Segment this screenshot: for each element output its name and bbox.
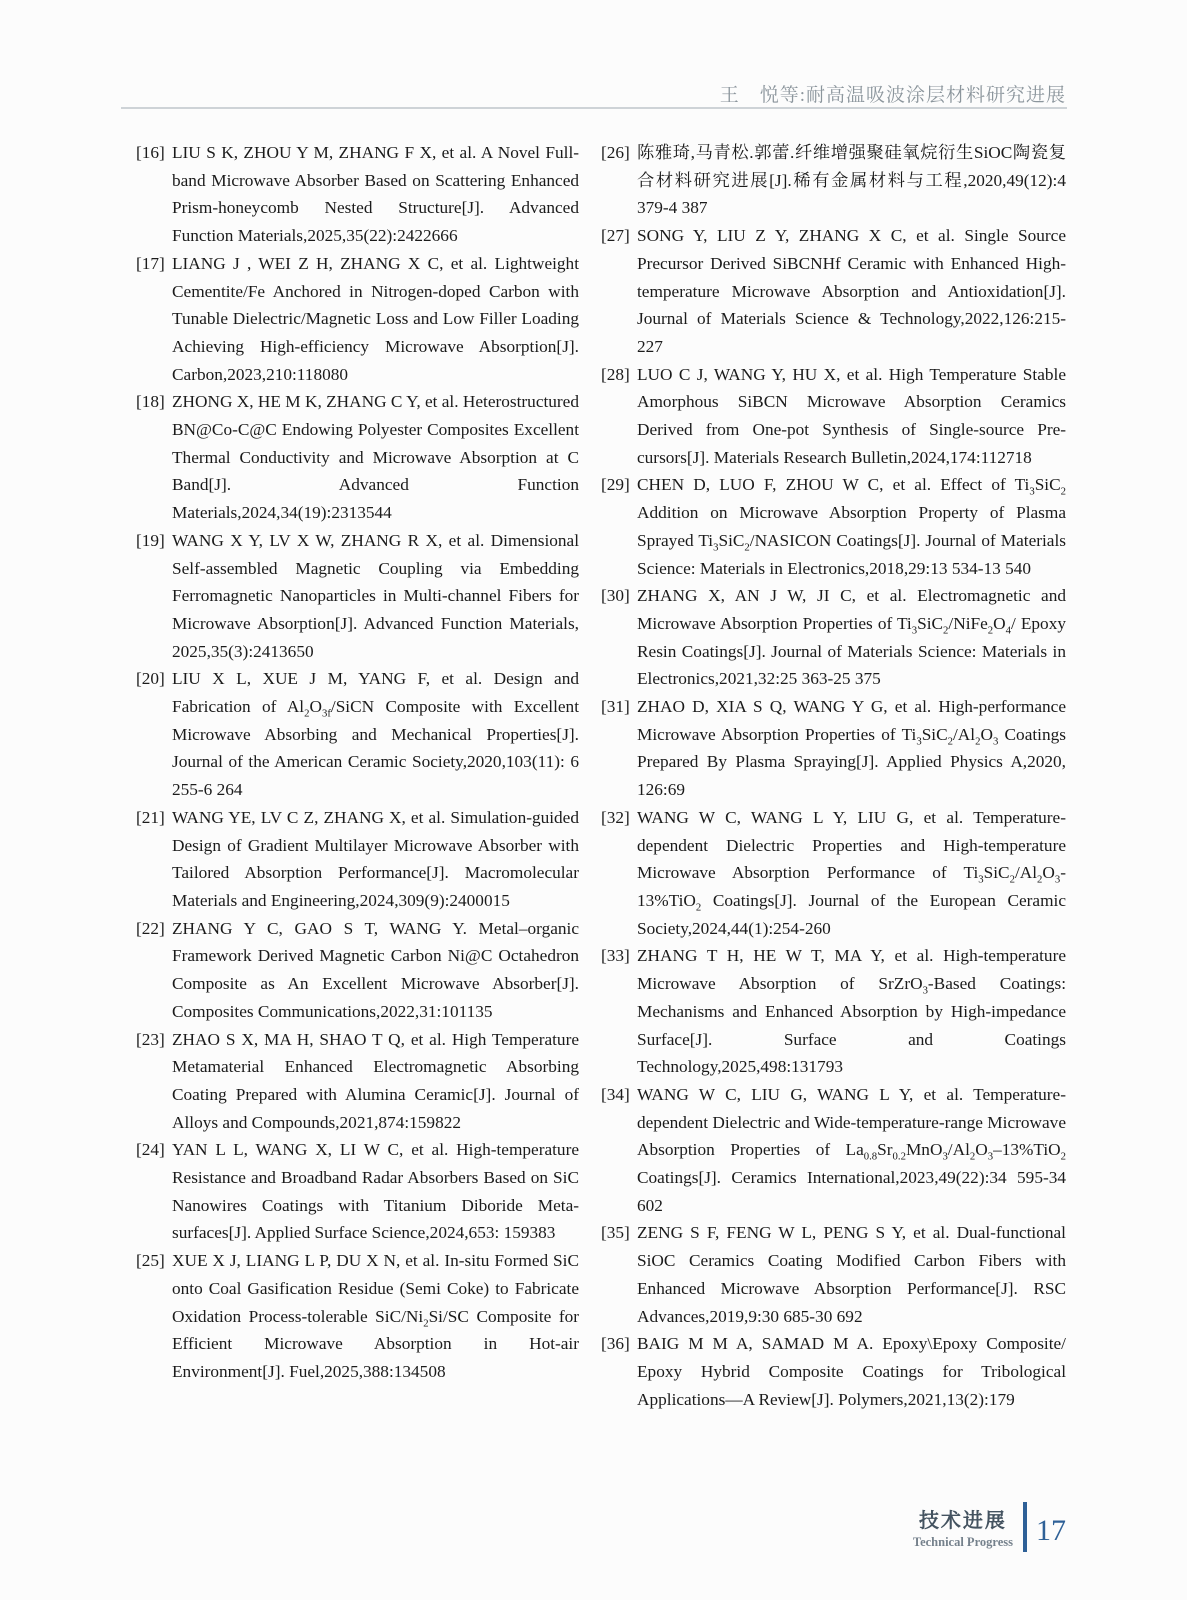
reference-label: [27] xyxy=(601,226,630,246)
reference-item xyxy=(601,1330,1066,1413)
reference-item xyxy=(136,388,579,527)
header-divider-rule xyxy=(121,107,1067,109)
references-section xyxy=(136,139,1066,1413)
reference-text: SONG Y, LIU Z Y, ZHANG X C, et al. Single Source Precursor Derived SiBCNHf Ceramic with Enhanced High-temperature Microwave Absorption and Antioxidation[J]. Journal of Materials Science & Technology,2022,126:215-227 xyxy=(637,226,1066,356)
reference-item xyxy=(136,915,579,1026)
reference-item xyxy=(601,804,1066,943)
reference-item xyxy=(136,1247,579,1386)
reference-item xyxy=(601,222,1066,361)
reference-text: CHEN D, LUO F, ZHOU W C, et al. Effect of $Ti_3SiC_2$ Addition on Microwave Absorption Property of Plasma Sprayed $Ti_3SiC_2$/NASICON Coatings[J]. Journal of Materials Science: Materials in Electronics,2018,29:13 534-13 540 xyxy=(637,475,1066,578)
reference-label: [22] xyxy=(136,918,165,938)
footer-section-title-en: Technical Progress xyxy=(912,1535,1013,1549)
reference-item xyxy=(601,942,1066,1081)
running-header-title: 王 悦等:耐高温吸波涂层材料研究进展 xyxy=(719,85,1066,106)
page-footer xyxy=(913,1502,1066,1552)
reference-text: ZHAO D, XIA S Q, WANG Y G, et al. High-performance Microwave Absorption Properties of $Ti_3SiC_2/Al_2O_3$ Coatings Prepared By Plasma Spraying[J]. Applied Physics A,2020, 126:69 xyxy=(637,697,1066,800)
reference-item xyxy=(136,804,579,915)
reference-label: [36] xyxy=(601,1334,630,1354)
page-number: 17 xyxy=(1036,1514,1066,1547)
reference-label: [19] xyxy=(136,530,165,550)
reference-label: [30] xyxy=(601,586,630,606)
reference-label: [18] xyxy=(136,392,165,412)
reference-item xyxy=(601,1081,1066,1220)
reference-label: [20] xyxy=(136,669,165,689)
reference-label: [33] xyxy=(601,946,630,966)
reference-label: [31] xyxy=(601,697,630,717)
reference-text: LUO C J, WANG Y, HU X, et al. High Temperature Stable Amorphous SiBCN Microwave Absorption Ceramics Derived from One-pot Synthesis of Single-source Pre-cursors[J]. Materials Research Bulletin,2024,174:112718 xyxy=(637,364,1066,467)
reference-label: [21] xyxy=(136,807,165,827)
reference-text: LIU S K, ZHOU Y M, ZHANG F X, et al. A Novel Full-band Microwave Absorber Based on Scattering Enhanced Prism-honeycomb Nested Structure[J]. Advanced Function Materials,2025,35(22):2422666 xyxy=(172,143,579,246)
reference-text: BAIG M M A, SAMAD M A. Epoxy\Epoxy Composite/ Epoxy Hybrid Composite Coatings for Tribological Applications—A Review[J]. Polymers,2021,13(2):179 xyxy=(637,1334,1066,1409)
reference-text: 陈雅琦,马青松.郭蕾.纤维增强聚硅氧烷衍生SiOC陶瓷复合材料研究进展[J].稀有金属材料与工程,2020,49(12):4 379-4 387 xyxy=(637,143,1066,218)
footer-section-label xyxy=(913,1504,1013,1550)
reference-item xyxy=(136,250,579,389)
reference-text: ZENG S F, FENG W L, PENG S Y, et al. Dual-functional SiOC Ceramics Coating Modified Carbon Fibers with Enhanced Microwave Absorption Performance[J]. RSC Advances,2019,9:30 685-30 692 xyxy=(637,1223,1066,1326)
reference-item xyxy=(601,693,1066,804)
references-left-column xyxy=(136,139,579,1413)
reference-label: [35] xyxy=(601,1223,630,1243)
reference-text: ZHANG T H, HE W T, MA Y, et al. High-temperature Microwave Absorption of SrZrO$_3$-Based Coatings: Mechanisms and Enhanced Absorption by High-impedance Surface[J]. Surface and Coatings Technology,2025,498:131793 xyxy=(637,946,1066,1077)
reference-label: [25] xyxy=(136,1251,165,1271)
reference-item xyxy=(601,471,1066,582)
reference-item xyxy=(136,139,579,250)
reference-label: [29] xyxy=(601,475,630,495)
reference-item xyxy=(601,139,1066,222)
footer-section-title-cn: 技术进展 xyxy=(918,1510,1007,1532)
reference-text: WANG X Y, LV X W, ZHANG R X, et al. Dimensional Self-assembled Magnetic Coupling via Embedding Ferromagnetic Nanoparticles in Multi-channel Fibers for Microwave Absorption[J]. Advanced Function Materials, 2025,35(3):2413650 xyxy=(172,530,579,661)
reference-item xyxy=(136,1026,579,1137)
reference-item xyxy=(136,527,579,666)
reference-text: WANG YE, LV C Z, ZHANG X, et al. Simulation-guided Design of Gradient Multilayer Microwave Absorber with Tailored Absorption Performance[J]. Macromolecular Materials and Engineering,2024,309(9):2400015 xyxy=(172,807,579,910)
reference-text: WANG W C, LIU G, WANG L Y, et al. Temperature-dependent Dielectric and Wide-temperature-range Microwave Absorption Properties of $La_{0.8}Sr_{0.2}MnO_3/Al_2O_3-13\%TiO_2$ Coatings[J]. Ceramics International,2023,49(22):34 595-34 602 xyxy=(637,1084,1066,1215)
reference-text: XUE X J, LIANG L P, DU X N, et al. In-situ Formed SiC onto Coal Gasification Residue (Semi Coke) to Fabricate Oxidation Process-tolerable SiC/$Ni_2Si/SC$ Composite for Efficient Microwave Absorption in Hot-air Environment[J]. Fuel,2025,388:134508 xyxy=(172,1251,580,1381)
footer-accent-bar xyxy=(1023,1502,1027,1552)
reference-item xyxy=(601,1219,1066,1330)
reference-text: LIANG J , WEI Z H, ZHANG X C, et al. Lightweight Cementite/Fe Anchored in Nitrogen-doped Carbon with Tunable Dielectric/Magnetic Loss and Low Filler Loading Achieving High-efficiency Microwave Absorption[J]. Carbon,2023,210:118080 xyxy=(172,253,579,384)
reference-item xyxy=(601,582,1066,693)
reference-text: ZHANG Y C, GAO S T, WANG Y. Metal–organic Framework Derived Magnetic Carbon Ni@C Octahedron Composite as An Excellent Microwave Absorber[J]. Composites Communications,2022,31:101135 xyxy=(172,918,579,1021)
reference-text: ZHANG X, AN J W, JI C, et al. Electromagnetic and Microwave Absorption Properties of $Ti_3SiC_2/NiFe_2O_4/$ Epoxy Resin Coatings[J]. Journal of Materials Science: Materials in Electronics,2021,32:25 363-25 375 xyxy=(637,586,1066,689)
reference-item xyxy=(601,361,1066,472)
reference-label: [34] xyxy=(601,1084,630,1104)
reference-text: ZHAO S X, MA H, SHAO T Q, et al. High Temperature Metamaterial Enhanced Electromagnetic Absorbing Coating Prepared with Alumina Ceramic[J]. Journal of Alloys and Compounds,2021,874:159822 xyxy=(172,1029,579,1132)
reference-label: [16] xyxy=(136,143,165,162)
reference-label: [17] xyxy=(136,253,165,273)
reference-text: ZHONG X, HE M K, ZHANG C Y, et al. Heterostructured BN@Co-C@C Endowing Polyester Composites Excellent Thermal Conductivity and Microwave Absorption at C Band[J]. Advanced Function Materials,2024,34(19):2313544 xyxy=(172,392,579,523)
reference-label: [28] xyxy=(601,364,630,384)
reference-label: [23] xyxy=(136,1029,165,1049)
reference-label: [32] xyxy=(601,807,630,827)
reference-label: [26] xyxy=(601,143,630,162)
reference-text: YAN L L, WANG X, LI W C, et al. High-temperature Resistance and Broadband Radar Absorbers Based on SiC Nanowires Coatings with Titanium Diboride Meta-surfaces[J]. Applied Surface Science,2024,653: 159383 xyxy=(172,1140,579,1243)
reference-text: WANG W C, WANG L Y, LIU G, et al. Temperature-dependent Dielectric Properties and High-temperature Microwave Absorption Performance of $Ti_3SiC_2/Al_2O_3-13\%TiO_2$ Coatings[J]. Journal of the European Ceramic Society,2024,44(1):254-260 xyxy=(637,807,1066,938)
reference-item xyxy=(136,665,579,804)
reference-item xyxy=(136,1136,579,1247)
reference-text: LIU X L, XUE J M, YANG F, et al. Design and Fabrication of $Al_2O_{3f}$/SiCN Composite with Excellent Microwave Absorbing and Mechanical Properties[J]. Journal of the American Ceramic Society,2020,103(11): 6 255-6 264 xyxy=(172,669,579,800)
references-right-column xyxy=(601,139,1066,1413)
reference-label: [24] xyxy=(136,1140,165,1160)
